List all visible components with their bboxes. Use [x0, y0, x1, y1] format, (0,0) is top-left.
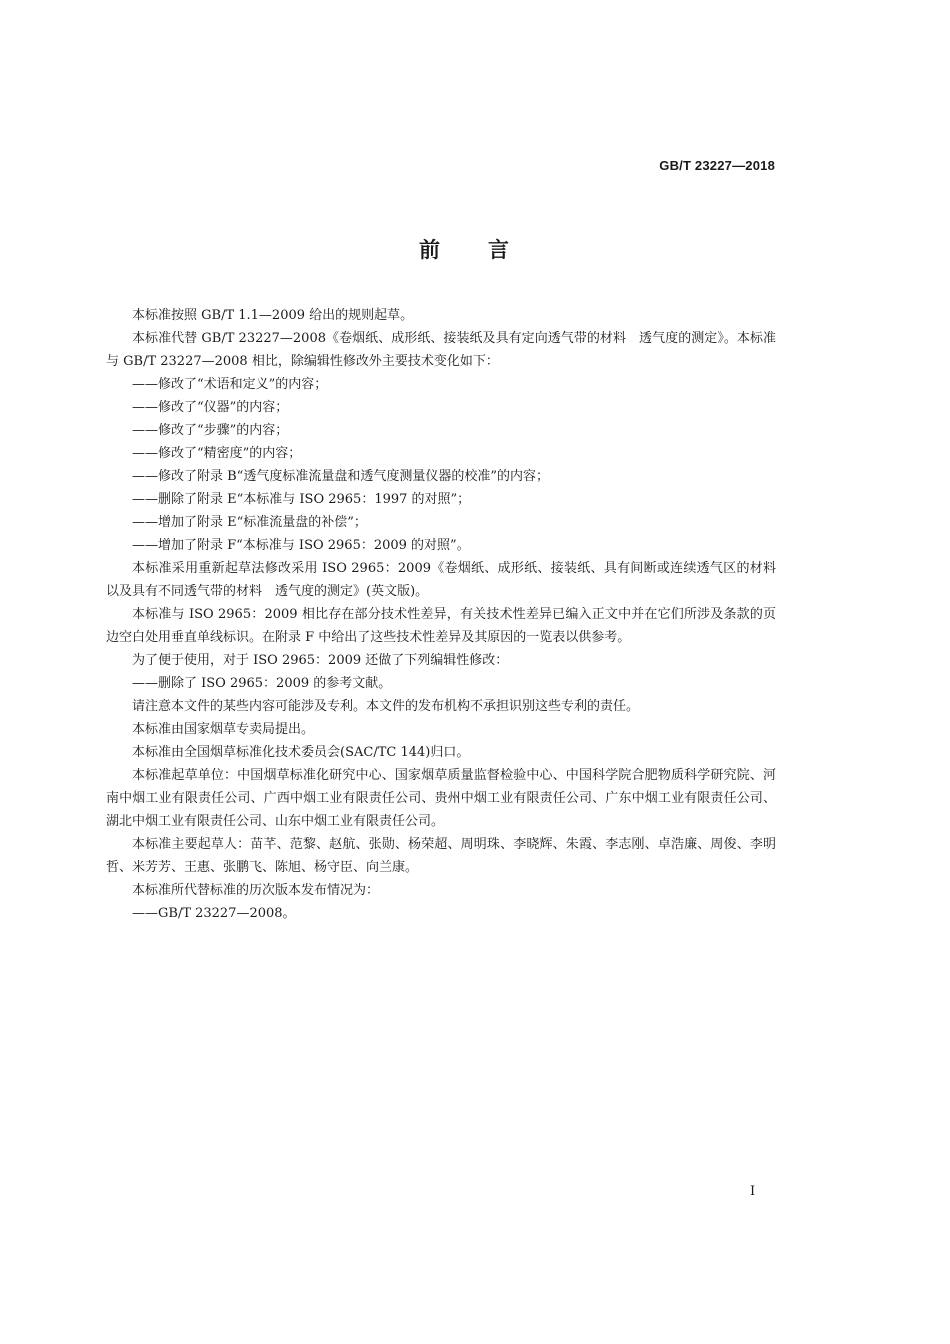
page-number: I	[750, 1184, 756, 1199]
paragraph: 本标准由国家烟草专卖局提出。	[132, 722, 315, 737]
paragraph: 本标准与 ISO 2965：2009 相比存在部分技术性差异，有关技术性差异已编入正文中并在它们所涉及条款的页边空白处用垂直单线标识。在附录 F 中给出了这些技术性差异及其原因的一览表以供参考。	[106, 607, 776, 645]
paragraph: 本标准起草单位：中国烟草标准化研究中心、国家烟草质量监督检验中心、中国科学院合肥物质科学研究院、河南中烟工业有限责任公司、广西中烟工业有限责任公司、贵州中烟工业有限责任公司、广东中烟工业有限责任公司、湖北中烟工业有限责任公司、山东中烟工业有限责任公司。	[106, 768, 776, 829]
paragraph: 本标准主要起草人：苗芊、范黎、赵航、张勋、杨荣超、周明珠、李晓辉、朱霞、李志刚、卓浩廉、周俊、李明哲、米芳芳、王惠、张鹏飞、陈旭、杨守臣、向兰康。	[106, 837, 776, 875]
paragraph: 本标准所代替标准的历次版本发布情况为：	[132, 883, 380, 898]
document-code: GB/T 23227—2018	[659, 158, 775, 173]
paragraph: 为了便于使用，对于 ISO 2965：2009 还做了下列编辑性修改：	[132, 653, 509, 668]
list-item: ——修改了附录 B“透气度标准流量盘和透气度测量仪器的校准”的内容；	[132, 469, 549, 484]
page-title: 前言	[419, 238, 557, 262]
list-item: ——修改了“仪器”的内容；	[132, 400, 289, 415]
paragraph: 本标准由全国烟草标准化技术委员会(SAC/TC 144)归口。	[132, 745, 470, 760]
list-item: ——增加了附录 E“标准流量盘的补偿”；	[132, 515, 367, 530]
list-item: ——删除了 ISO 2965：2009 的参考文献。	[132, 676, 392, 691]
list-item: ——修改了“精密度”的内容；	[132, 446, 302, 461]
list-item: ——修改了“步骤”的内容；	[132, 423, 289, 438]
paragraph: 本标准按照 GB/T 1.1—2009 给出的规则起草。	[132, 308, 414, 323]
list-item: ——修改了“术语和定义”的内容；	[132, 377, 328, 392]
paragraph: 请注意本文件的某些内容可能涉及专利。本文件的发布机构不承担识别这些专利的责任。	[132, 699, 640, 714]
list-item: ——增加了附录 F“本标准与 ISO 2965：2009 的对照”。	[132, 538, 470, 553]
foreword-body	[106, 304, 776, 925]
paragraph: 本标准代替 GB/T 23227—2008《卷烟纸、成形纸、接装纸及具有定向透气带的材料 透气度的测定》。本标准与 GB/T 23227—2008 相比，除编辑性修改外主要技术变化如下：	[106, 331, 776, 369]
list-item: ——删除了附录 E“本标准与 ISO 2965：1997 的对照”；	[132, 492, 471, 507]
list-item: ——GB/T 23227—2008。	[132, 906, 296, 921]
paragraph: 本标准采用重新起草法修改采用 ISO 2965：2009《卷烟纸、成形纸、接装纸、具有间断或连续透气区的材料以及具有不同透气带的材料 透气度的测定》(英文版)。	[106, 561, 776, 599]
